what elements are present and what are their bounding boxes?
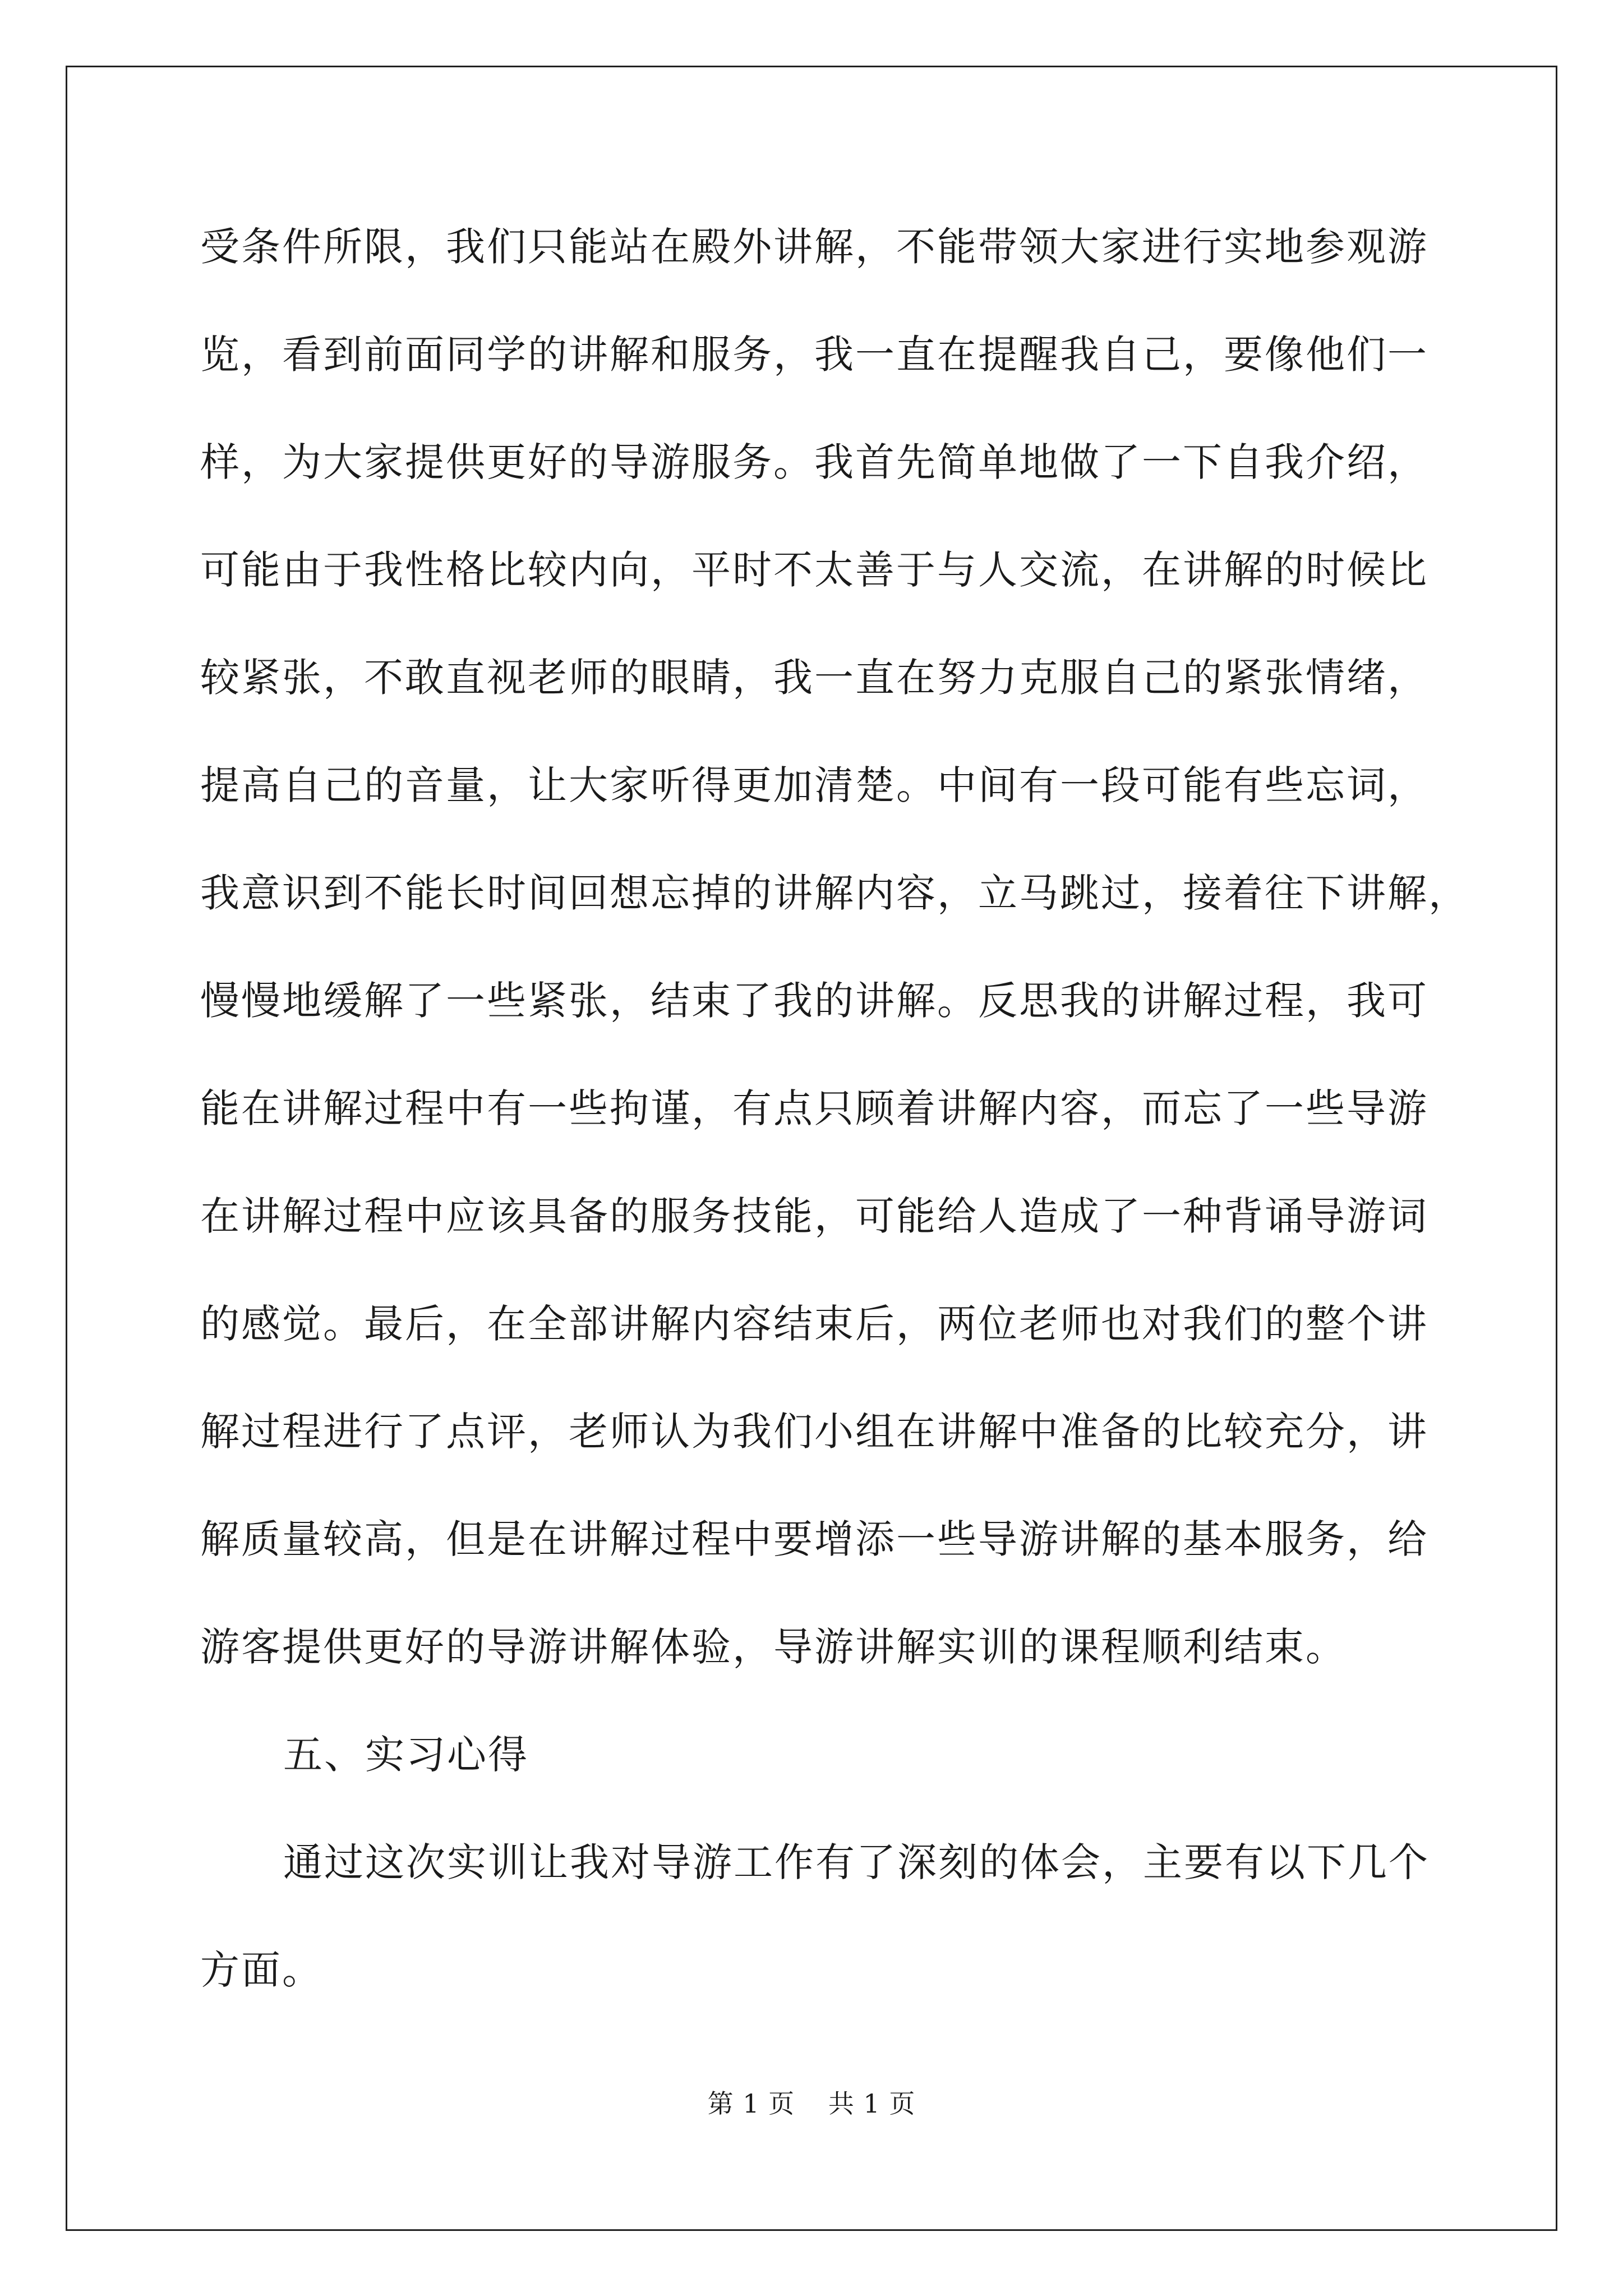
- paragraph-line: 的感觉。最后，在全部讲解内容结束后，两位老师也对我们的整个讲: [200, 1301, 1428, 1347]
- paragraph-line: 可能由于我性格比较内向，平时不太善于与人交流，在讲解的时候比: [200, 547, 1428, 593]
- paragraph-line: 样，为大家提供更好的导游服务。我首先简单地做了一下自我介绍，: [200, 439, 1428, 485]
- page-total: 共 1 页: [828, 2088, 916, 2119]
- paragraph-line: 慢慢地缓解了一些紧张，结束了我的讲解。反思我的讲解过程，我可: [200, 978, 1428, 1024]
- paragraph-line: 览，看到前面同学的讲解和服务，我一直在提醒我自己，要像他们一: [200, 332, 1428, 378]
- page-footer: [0, 2087, 1623, 2120]
- paragraph-line: 能在讲解过程中有一些拘谨，有点只顾着讲解内容，而忘了一些导游: [200, 1085, 1428, 1131]
- paragraph-line: 通过这次实训让我对导游工作有了深刻的体会，主要有以下几个: [283, 1839, 1430, 1885]
- paragraph-line: 游客提供更好的导游讲解体验，导游讲解实训的课程顺利结束。: [200, 1624, 1347, 1670]
- paragraph-line: 提高自己的音量，让大家听得更加清楚。中间有一段可能有些忘词，: [200, 762, 1428, 808]
- section-heading: 五、实习心得: [283, 1732, 529, 1778]
- paragraph-line: 解过程进行了点评，老师认为我们小组在讲解中准备的比较充分，讲: [200, 1409, 1428, 1455]
- paragraph-line: 我意识到不能长时间回想忘掉的讲解内容，立马跳过，接着往下讲解，: [200, 870, 1469, 916]
- paragraph-line: 方面。: [200, 1947, 323, 1993]
- document-body: [200, 216, 1469, 2047]
- paragraph-line: 在讲解过程中应该具备的服务技能，可能给人造成了一种背诵导游词: [200, 1193, 1428, 1239]
- paragraph-line: 解质量较高，但是在讲解过程中要增添一些导游讲解的基本服务，给: [200, 1516, 1428, 1562]
- paragraph-line: 较紧张，不敢直视老师的眼睛，我一直在努力克服自己的紧张情绪，: [200, 655, 1428, 701]
- page-number: 第 1 页: [707, 2088, 795, 2119]
- paragraph-line: 受条件所限，我们只能站在殿外讲解，不能带领大家进行实地参观游: [200, 224, 1428, 270]
